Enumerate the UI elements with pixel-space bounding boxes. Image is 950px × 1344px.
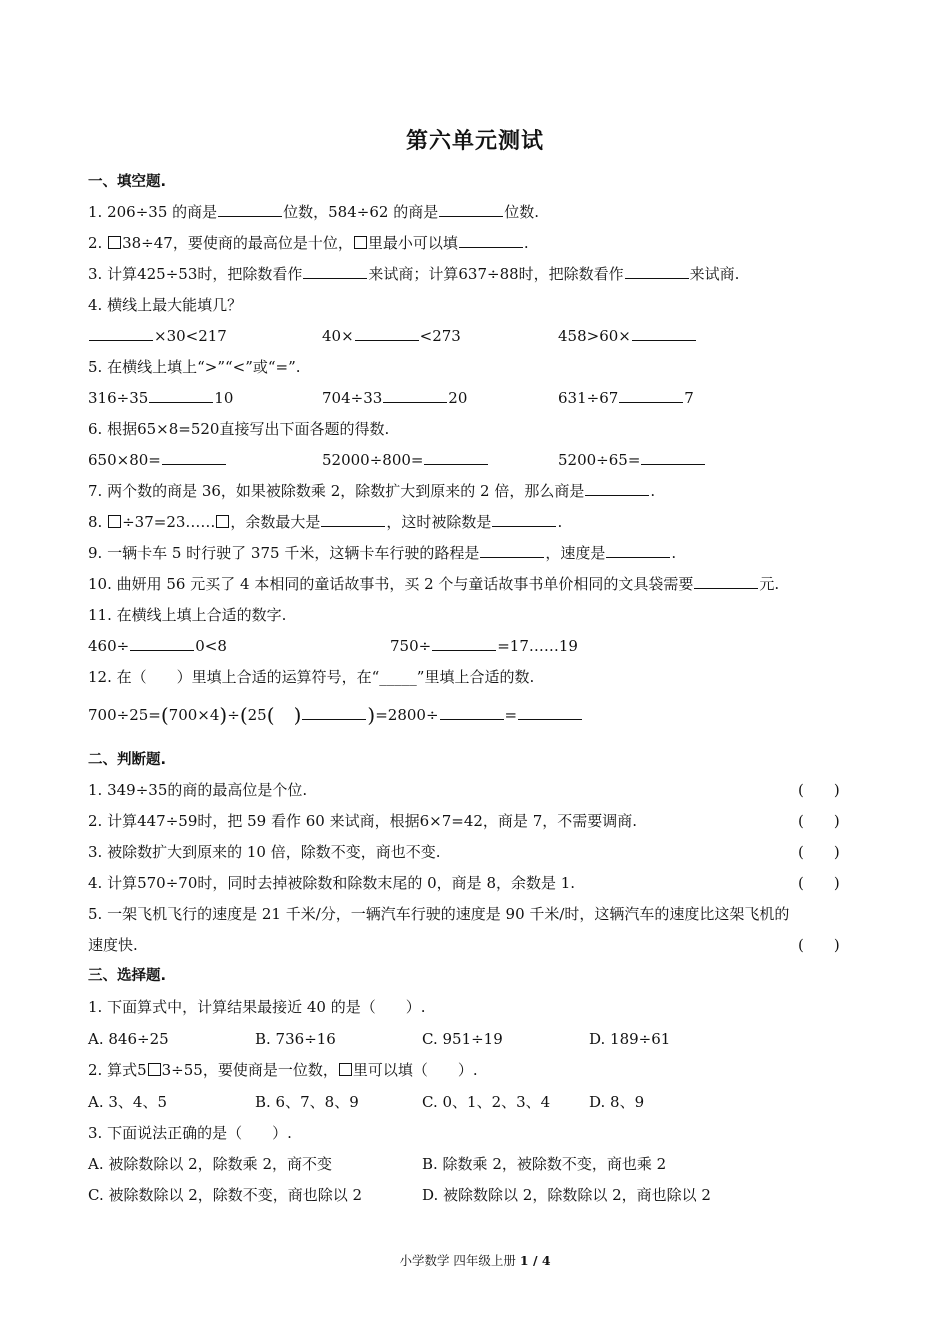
fill-q7 bbox=[88, 481, 655, 501]
fill-q6-c2-text: 52000÷800= bbox=[322, 451, 424, 469]
answer-blank[interactable] bbox=[641, 450, 705, 465]
judge-q4: 4. 计算570÷70时，同时去掉被除数和除数末尾的 0，商是 8，余数是 1. bbox=[88, 874, 576, 892]
choice-q3: 3. 下面说法正确的是（ ）. bbox=[88, 1124, 292, 1142]
fill-q8-text-d: ，这时被除数是 bbox=[386, 513, 492, 531]
answer-blank[interactable] bbox=[302, 705, 366, 720]
fill-q1-text-c: 位数. bbox=[504, 203, 539, 221]
fill-q1-text-b: 位数，584÷62 的商是 bbox=[283, 203, 439, 221]
section-judge-heading: 二、判断题. bbox=[88, 752, 167, 768]
answer-blank[interactable] bbox=[432, 636, 496, 651]
fill-q10 bbox=[88, 574, 779, 594]
choice-q2-text-b: 3÷55，要使商是一位数， bbox=[161, 1061, 338, 1079]
paren-close: ) bbox=[219, 703, 228, 727]
answer-blank[interactable] bbox=[585, 481, 649, 496]
fill-q3 bbox=[88, 264, 739, 284]
digit-box bbox=[339, 1063, 352, 1076]
fill-q9-text-c: . bbox=[671, 544, 677, 562]
fill-q8-text-e: . bbox=[557, 513, 563, 531]
fill-q6-c1-text: 650×80= bbox=[88, 451, 161, 469]
fill-q3-text-a: 3. 计算425÷53时，把除数看作 bbox=[88, 265, 303, 283]
fill-q5-c3a-text: 631÷67 bbox=[558, 389, 619, 407]
fill-q6: 6. 根据65×8=520直接写出下面各题的得数. bbox=[88, 420, 390, 438]
answer-paren[interactable]: ( ) bbox=[798, 812, 840, 830]
answer-paren[interactable]: ( ) bbox=[798, 843, 840, 861]
digit-box bbox=[354, 236, 367, 249]
answer-blank[interactable] bbox=[355, 326, 419, 341]
paren-close: ) bbox=[367, 703, 376, 727]
eq-part: 700÷25= bbox=[88, 706, 161, 724]
fill-q6-c3-text: 5200÷65= bbox=[558, 451, 641, 469]
fill-q5-c2a-text: 704÷33 bbox=[322, 389, 383, 407]
fill-q1-text-a: 1. 206÷35 的商是 bbox=[88, 203, 218, 221]
fill-q2-text-d: . bbox=[523, 234, 529, 252]
fill-q3-text-b: 来试商；计算637÷88时，把除数看作 bbox=[368, 265, 624, 283]
choice-q2-text-a: 2. 算式5 bbox=[88, 1061, 147, 1079]
fill-q8-text-b: ÷37=23…… bbox=[122, 513, 216, 531]
choice-q1-option-c[interactable]: C. 951÷19 bbox=[422, 1030, 503, 1048]
fill-q1 bbox=[88, 202, 539, 222]
fill-q5: 5. 在横线上填上“>”“<”或“=”. bbox=[88, 358, 301, 376]
answer-blank[interactable] bbox=[162, 450, 226, 465]
fill-q6-col3 bbox=[558, 450, 706, 470]
fill-q2-text-a: 2. bbox=[88, 234, 103, 252]
judge-q1: 1. 349÷35的商的最高位是个位. bbox=[88, 781, 308, 799]
judge-q2: 2. 计算447÷59时，把 59 看作 60 来试商，根据6×7=42，商是 7，不需要调商. bbox=[88, 812, 638, 830]
fill-q4-col1 bbox=[88, 326, 227, 346]
digit-box bbox=[148, 1063, 161, 1076]
fill-q4-c2b-text: <273 bbox=[419, 327, 461, 345]
fill-q6-col2 bbox=[322, 450, 489, 470]
choice-q3-option-d[interactable]: D. 被除数除以 2，除数除以 2，商也除以 2 bbox=[422, 1186, 711, 1204]
page-footer bbox=[0, 1251, 950, 1269]
answer-blank[interactable] bbox=[480, 543, 544, 558]
eq-part: 25 bbox=[247, 706, 267, 724]
fill-q11-col2 bbox=[390, 636, 578, 656]
answer-blank[interactable] bbox=[632, 326, 696, 341]
answer-blank[interactable] bbox=[518, 705, 582, 720]
choice-q2-option-d[interactable]: D. 8、9 bbox=[589, 1093, 645, 1111]
choice-q3-option-b[interactable]: B. 除数乘 2，被除数不变，商也乘 2 bbox=[422, 1155, 667, 1173]
paren-open: ( bbox=[160, 703, 169, 727]
fill-q5-col3 bbox=[558, 388, 694, 408]
fill-q6-col1 bbox=[88, 450, 227, 470]
answer-blank[interactable] bbox=[440, 705, 504, 720]
fill-q11-c2a-text: 750÷ bbox=[390, 637, 432, 655]
fill-q5-c1a-text: 316÷35 bbox=[88, 389, 149, 407]
judge-q5-line2: 速度快. bbox=[88, 936, 138, 954]
fill-q7-text-b: . bbox=[650, 482, 656, 500]
fill-q2 bbox=[88, 233, 529, 253]
fill-q5-col2 bbox=[322, 388, 467, 408]
fill-q4-c3-text: 458>60× bbox=[558, 327, 631, 345]
fill-q4-col2 bbox=[322, 326, 461, 346]
fill-q5-c3b-text: 7 bbox=[684, 389, 694, 407]
answer-blank[interactable] bbox=[383, 388, 447, 403]
answer-blank[interactable] bbox=[149, 388, 213, 403]
answer-blank[interactable] bbox=[218, 202, 282, 217]
fill-q10-text-a: 10. 曲妍用 56 元买了 4 本相同的童话故事书，买 2 个与童话故事书单价相同的文具袋需要 bbox=[88, 575, 694, 593]
section-choice-heading: 三、选择题. bbox=[88, 968, 167, 984]
answer-blank[interactable] bbox=[459, 233, 523, 248]
answer-blank[interactable] bbox=[130, 636, 194, 651]
fill-q3-text-c: 来试商. bbox=[689, 265, 740, 283]
answer-blank[interactable] bbox=[694, 574, 758, 589]
fill-q9-text-a: 9. 一辆卡车 5 时行驶了 375 千米，这辆卡车行驶的路程是 bbox=[88, 544, 480, 562]
fill-q11-c2b-text: =17……19 bbox=[497, 637, 578, 655]
fill-q2-text-b: 38÷47，要使商的最高位是十位， bbox=[122, 234, 353, 252]
choice-q1-option-a[interactable]: A. 846÷25 bbox=[88, 1030, 169, 1048]
fill-q4-c2a-text: 40× bbox=[322, 327, 354, 345]
fill-q12-equation bbox=[88, 705, 583, 725]
choice-q1-option-d[interactable]: D. 189÷61 bbox=[589, 1030, 671, 1048]
choice-q2-option-b[interactable]: B. 6、7、8、9 bbox=[255, 1093, 359, 1111]
footer-text: 小学数学 四年级上册 bbox=[399, 1253, 520, 1268]
eq-part: ÷ bbox=[227, 706, 240, 724]
eq-part: = bbox=[504, 706, 518, 724]
digit-box bbox=[216, 515, 229, 528]
choice-q2-option-a[interactable]: A. 3、4、5 bbox=[88, 1093, 167, 1111]
fill-q9-text-b: ，速度是 bbox=[545, 544, 606, 562]
answer-blank[interactable] bbox=[492, 512, 556, 527]
answer-paren[interactable]: ( ) bbox=[798, 874, 840, 892]
answer-blank[interactable] bbox=[439, 202, 503, 217]
fill-q11-c1b-text: 0<8 bbox=[195, 637, 227, 655]
fill-q8-text-c: ，余数最大是 bbox=[230, 513, 321, 531]
fill-q11: 11. 在横线上填上合适的数字. bbox=[88, 606, 287, 624]
paren-open: ( bbox=[239, 703, 248, 727]
answer-blank[interactable] bbox=[619, 388, 683, 403]
fill-q5-c1b-text: 10 bbox=[214, 389, 234, 407]
fill-q8-text-a: 8. bbox=[88, 513, 103, 531]
answer-paren[interactable]: ( ) bbox=[798, 936, 840, 954]
fill-q5-col1 bbox=[88, 388, 233, 408]
fill-q11-col1 bbox=[88, 636, 227, 656]
choice-q1-option-b[interactable]: B. 736÷16 bbox=[255, 1030, 336, 1048]
eq-part: 700×4 bbox=[168, 706, 220, 724]
answer-blank[interactable] bbox=[424, 450, 488, 465]
fill-q7-text-a: 7. 两个数的商是 36，如果被除数乘 2，除数扩大到原来的 2 倍，那么商是 bbox=[88, 482, 585, 500]
operator-slot[interactable]: ( ) bbox=[266, 703, 302, 727]
fill-q10-text-b: 元. bbox=[759, 575, 780, 593]
choice-q1: 1. 下面算式中，计算结果最接近 40 的是（ ）. bbox=[88, 998, 426, 1016]
page-number: 1 / 4 bbox=[519, 1253, 551, 1268]
answer-blank[interactable] bbox=[606, 543, 670, 558]
fill-q5-c2b-text: 20 bbox=[448, 389, 468, 407]
fill-q9 bbox=[88, 543, 676, 563]
fill-q4-col3 bbox=[558, 326, 697, 346]
choice-q3-option-a[interactable]: A. 被除数除以 2，除数乘 2，商不变 bbox=[88, 1155, 332, 1173]
choice-q3-option-c[interactable]: C. 被除数除以 2，除数不变，商也除以 2 bbox=[88, 1186, 363, 1204]
fill-q4: 4. 横线上最大能填几？ bbox=[88, 296, 243, 314]
section-fill-heading: 一、填空题. bbox=[88, 174, 167, 190]
fill-q12: 12. 在（ ）里填上合适的运算符号，在“_____”里填上合适的数. bbox=[88, 668, 535, 686]
eq-part: =2800÷ bbox=[375, 706, 439, 724]
answer-blank[interactable] bbox=[303, 264, 367, 279]
choice-q2-text-c: 里可以填（ ）. bbox=[352, 1061, 478, 1079]
digit-box bbox=[108, 515, 121, 528]
fill-q11-c1a-text: 460÷ bbox=[88, 637, 130, 655]
choice-q2 bbox=[88, 1060, 478, 1080]
answer-paren[interactable]: ( ) bbox=[798, 781, 840, 799]
page-title: 第六单元测试 bbox=[405, 128, 544, 154]
answer-blank[interactable] bbox=[625, 264, 689, 279]
judge-q5-line1: 5. 一架飞机飞行的速度是 21 千米/分，一辆汽车行驶的速度是 90 千米/时，这辆汽车的速度比这架飞机的 bbox=[88, 905, 790, 923]
answer-blank[interactable] bbox=[321, 512, 385, 527]
digit-box bbox=[108, 236, 121, 249]
answer-blank[interactable] bbox=[89, 326, 153, 341]
judge-q3: 3. 被除数扩大到原来的 10 倍，除数不变，商也不变. bbox=[88, 843, 441, 861]
fill-q2-text-c: 里最小可以填 bbox=[367, 234, 458, 252]
choice-q2-option-c[interactable]: C. 0、1、2、3、4 bbox=[422, 1093, 551, 1111]
fill-q4-c1-text: ×30<217 bbox=[154, 327, 227, 345]
fill-q8 bbox=[88, 512, 562, 532]
